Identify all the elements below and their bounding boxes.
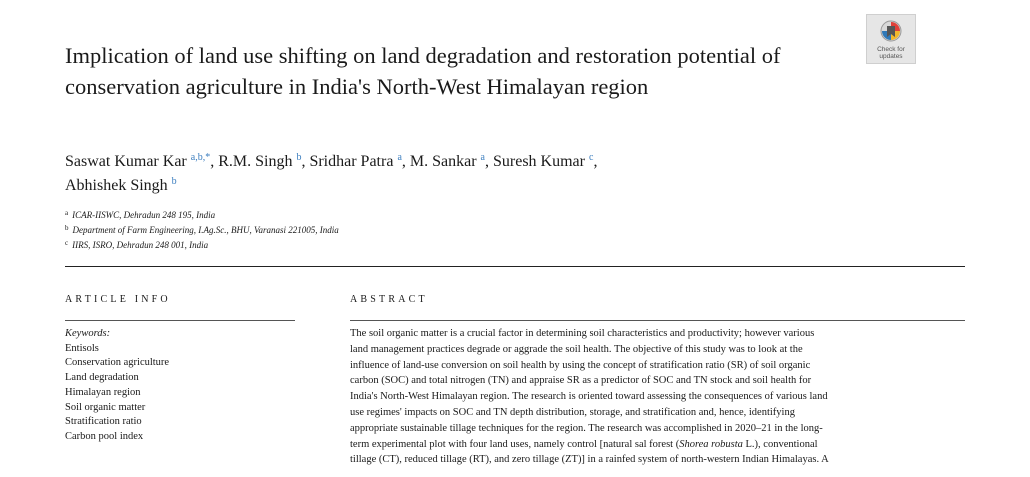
keyword[interactable]: Carbon pool index [65,430,144,442]
affiliation: $^b$ Department of Farm Engineering, I.Ag.Sc., BHU, Varanasi 221005, India [65,224,339,235]
abstract-line: influence of land-use conversion on soil health by using the concept of stratification ratio (SR) of soil organic [350,359,811,371]
abstract-line: term experimental plot with four land uses, namely control [natural sal forest (Shorea robusta L.), conventional [350,438,818,450]
affiliation-list [65,208,825,253]
abstract-line: land management practices degrade or aggrade the soil health. The objective of this study was to look at the [350,343,803,355]
badge-text: Check for updates [877,46,905,60]
author[interactable]: M. Sankar $^a$ [409,152,485,170]
check-for-updates-badge[interactable] [866,14,916,64]
affiliation: $^a$ ICAR-IISWC, Dehradun 248 195, India [65,209,216,220]
affiliation: $^c$ IIRS, ISRO, Dehradun 248 001, India [65,239,209,250]
abstract-divider [350,320,965,321]
crossmark-icon [879,19,903,45]
author[interactable]: Saswat Kumar Kar $^{a,b,*}$ [65,152,211,170]
keywords-list [65,327,295,445]
keyword[interactable]: Soil organic matter [65,401,146,413]
article-info-divider [65,320,295,321]
abstract-line: The soil organic matter is a crucial factor in determining soil characteristics and productivity; however various [350,328,815,339]
abstract-line: tillage (CT), reduced tillage (RT), and zero tillage (ZT)] in a rainfed system of north-western Indian Himalayas. A [350,454,829,466]
abstract-line: carbon (SOC) and total nitrogen (TN) and appraise SR as a predictor of SOC and TN stock and soil health for [350,375,812,387]
keyword[interactable]: Stratification ratio [65,416,142,428]
author-affiliation-mark[interactable]: c [588,152,594,163]
author[interactable]: Abhishek Singh $^b$ [65,176,177,194]
author-affiliation-mark[interactable]: a,b,* [190,152,211,163]
author-list: Saswat Kumar Kar $^{a,b,*}$, R.M. Singh $^b$, Sridhar Patra $^a$, M. Sankar $^a$, Suresh Kumar $^c$, Abhishek Singh $^b$ [65,152,598,194]
author[interactable]: Sridhar Patra $^a$ [309,152,402,170]
author[interactable]: R.M. Singh $^b$ [218,152,302,170]
abstract-heading: ABSTRACT [350,294,428,305]
abstract-line: appropriate sustainable tillage techniques for the region. The research was accomplished in 2020–21 in the long- [350,422,823,434]
abstract-text [350,326,970,468]
author-affiliation-mark[interactable]: b [296,152,302,163]
article-info-heading: ARTICLE INFO [65,294,171,305]
keywords-label: Keywords: [65,328,111,339]
author-affiliation-mark[interactable]: a [480,152,485,163]
keyword[interactable]: Himalayan region [65,386,141,398]
header-divider [65,266,965,267]
abstract-line: use regimes' impacts on SOC and TN depth distribution, storage, and stratification and, hence, identifying [350,406,795,418]
abstract-line: India's North-West Himalayan region. The research is oriented toward assessing the consequences of various land [350,391,828,403]
author[interactable]: Suresh Kumar $^c$ [493,152,594,170]
keyword[interactable]: Conservation agriculture [65,357,170,369]
keyword[interactable]: Land degradation [65,372,139,384]
author-affiliation-mark[interactable]: b [171,176,177,187]
keyword[interactable]: Entisols [65,342,99,354]
article-title: Implication of land use shifting on land degradation and restoration potential of conservation agriculture in India's North-West Himalayan region [65,43,781,99]
author-affiliation-mark[interactable]: a [397,152,402,163]
